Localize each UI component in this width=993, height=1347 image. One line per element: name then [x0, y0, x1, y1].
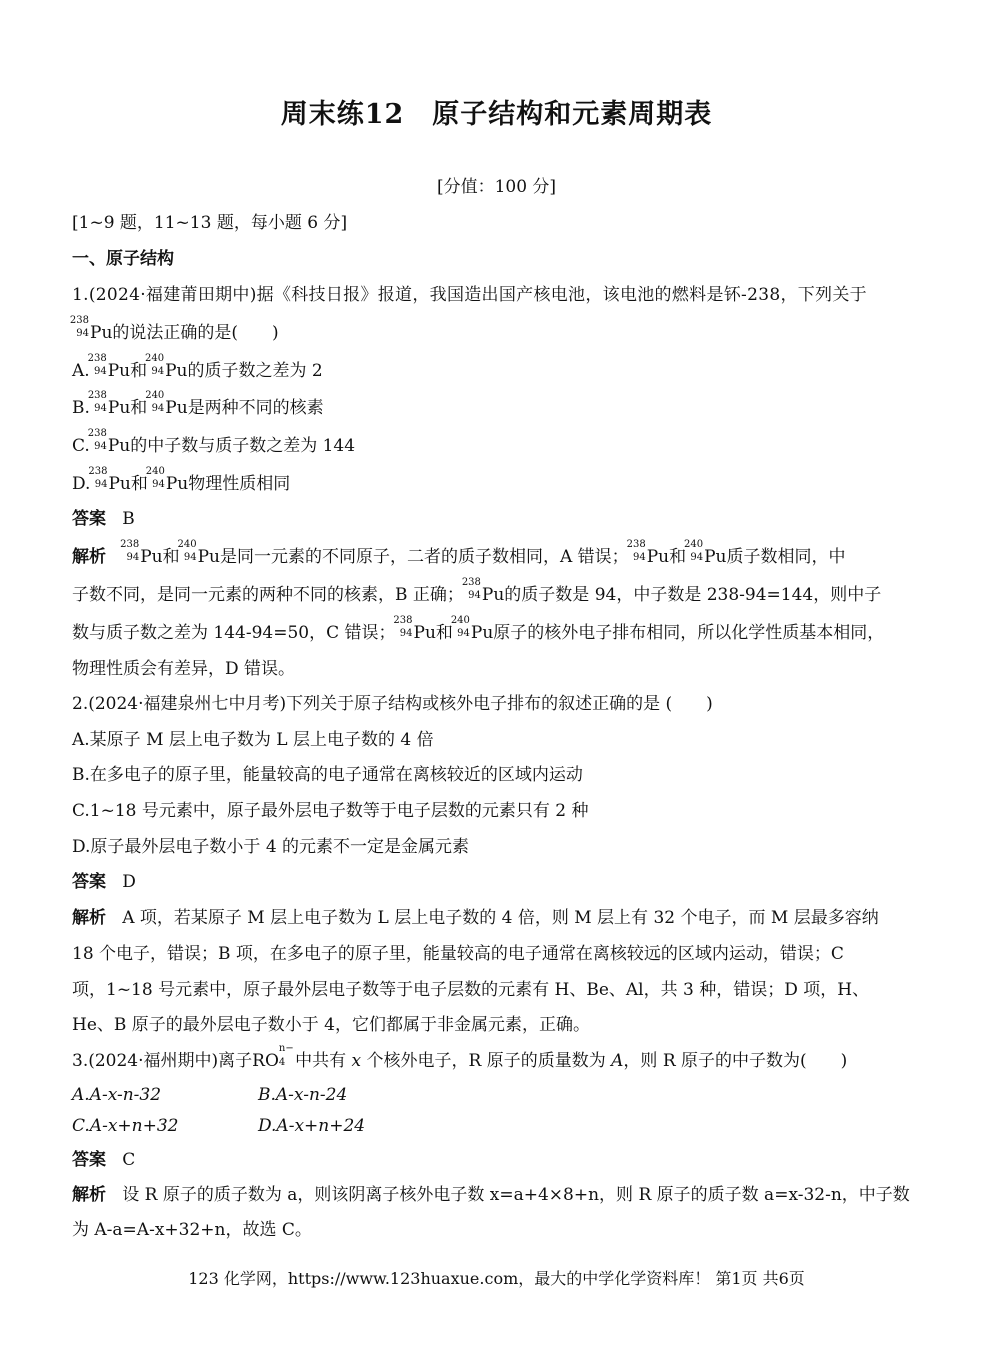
- score-note: [分值：100 分]: [436, 177, 557, 197]
- q1-explanation-line3: 数与质子数之差为 144-94=50，C 错误； 238 94 Pu和 240 94 Pu原子的核外电子排布相同，所以化学性质基本相同，: [72, 615, 885, 643]
- q3-option-c: C.A-x+n+32: [72, 1116, 179, 1136]
- q3-option-a: A.A-x-n-32: [72, 1085, 162, 1105]
- q2-explanation-line4: He、B 原子的最外层电子数小于 4，它们都属于非金属元素，正确。: [72, 1015, 591, 1035]
- q1-stem: 1.(2024·福建莆田期中)据《科技日报》报道，我国造出国产核电池，该电池的燃料是钚-238，下列关于: [72, 285, 867, 305]
- q2-option-c: C.1~18 号元素中，原子最外层电子数等于电子层数的元素只有 2 种: [72, 801, 589, 821]
- q2-answer: 答案 D: [72, 872, 136, 892]
- q2-option-d: D.原子最外层电子数小于 4 的元素不一定是金属元素: [72, 837, 470, 857]
- q3-option-d: D.A-x+n+24: [258, 1116, 366, 1136]
- q1-stem-cont: 238 94 Pu的说法正确的是( ): [69, 315, 279, 343]
- q3-option-b: B.A-x-n-24: [258, 1085, 348, 1105]
- ion-formula: RO n− 4: [252, 1043, 294, 1071]
- q1-explanation-line2: 子数不同，是同一元素的两种不同的核素，B 正确； 238 94 Pu的质子数是 94，中子数是 238-94=144，则中子: [72, 577, 882, 605]
- q1-option-c: C. 238 94 Pu的中子数与质子数之差为 144: [72, 428, 356, 456]
- q1-explanation-line1: 解析 238 94 Pu和 240 94 Pu是同一元素的不同原子，二者的质子数相同，A 错误； 238 94 Pu和 240 94 Pu质子数相同，中: [72, 539, 846, 567]
- q3-explanation-line2: 为 A-a=A-x+32+n，故选 C。: [72, 1220, 312, 1240]
- q2-option-a: A.某原子 M 层上电子数为 L 层上电子数的 4 倍: [72, 730, 434, 750]
- scoring-note: [1~9 题，11~13 题，每小题 6 分]: [72, 213, 348, 233]
- nuclide-pu238: 238 94: [69, 315, 89, 339]
- q2-explanation-line3: 项，1~18 号元素中，原子最外层电子数等于电子层数的元素有 H、Be、Al，共 3 种，错误；D 项，H、: [72, 980, 870, 1000]
- q1-explanation-line4: 物理性质会有差异，D 错误。: [72, 659, 296, 679]
- q3-explanation-line1: 解析 设 R 原子的质子数为 a，则该阴离子核外电子数 x=a+4×8+n，则 R 原子的质子数 a=x-32-n，中子数: [72, 1185, 910, 1205]
- q2-stem: 2.(2024·福建泉州七中月考)下列关于原子结构或核外电子排布的叙述正确的是 ( ): [72, 694, 713, 714]
- q1-option-a: A. 238 94 Pu和 240 94 Pu的质子数之差为 2: [72, 353, 323, 381]
- page-title: 周末练12 原子结构和元素周期表: [280, 99, 713, 130]
- q3-stem: 3.(2024·福州期中)离子RO n− 4 中共有 x 个核外电子，R 原子的质量数为 A，则 R 原子的中子数为( ): [72, 1043, 848, 1071]
- q3-answer: 答案 C: [72, 1150, 136, 1170]
- q2-explanation-line2: 18 个电子，错误；B 项，在多电子的原子里，能量较高的电子通常在离核较远的区域内运动，错误；C: [72, 944, 844, 964]
- q1-option-b: B. 238 94 Pu和 240 94 Pu是两种不同的核素: [72, 390, 324, 418]
- section-heading: 一、原子结构: [72, 249, 174, 269]
- q2-option-b: B.在多电子的原子里，能量较高的电子通常在离核较近的区域内运动: [72, 765, 583, 785]
- q2-explanation-line1: 解析 A 项，若某原子 M 层上电子数为 L 层上电子数的 4 倍，则 M 层上有 32 个电子，而 M 层最多容纳: [72, 908, 879, 928]
- q1-answer: 答案 B: [72, 509, 135, 529]
- q1-option-d: D. 238 94 Pu和 240 94 Pu物理性质相同: [72, 466, 291, 494]
- page-footer: 123 化学网，https://www.123huaxue.com，最大的中学化学资料库！ 第1页 共6页: [188, 1269, 805, 1288]
